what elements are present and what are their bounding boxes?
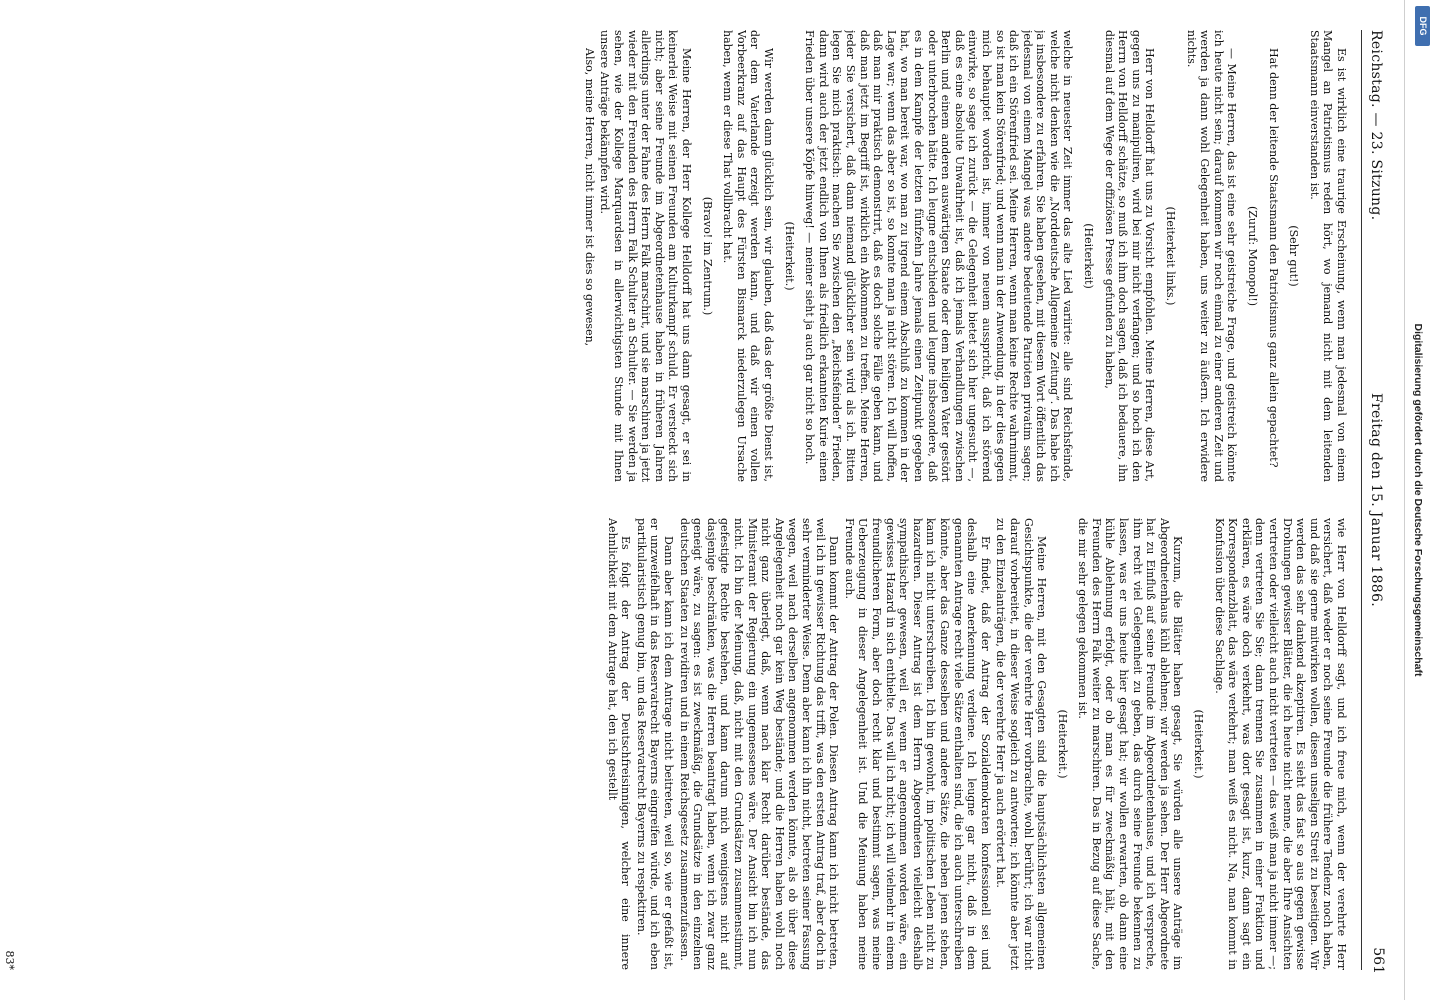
signature-mark: 83* (3, 950, 16, 970)
dfg-logo (1415, 6, 1430, 46)
speech-paragraph: — Meine Herren, das ist eine sehr geistreiche Frage, und geistreich könnte ich heute nicht sein; darauf kommen wir noch einmal zu einer anderen Zeit und werden ja dann wohl Gelegenheit haben, uns weiter zu äußern. Ich erwidere nichts. (1184, 30, 1239, 482)
speech-paragraph: Meine Herren, der Herr Kollege Helldorff hat uns dann gesagt, er sei in keinerlei Weise mit seinen Freunden am Kulturkampf schuld. Er versteckt sich nicht; aber seine Freunde im Abgeordnetenhause haben in früheren Jahren allerdings unter der Fahne des Herrn Falk marschirt, und sie marschiren ja jetzt wieder mit den Freunden des Herrn Falk Schulter an Schulter. — Sie werden ja sehen, wie der Kollege Marquardsen in allerwichtigsten Stunde mit Ihnen unsere Anträge bekämpfen wird. (598, 30, 694, 482)
speech-paragraph: Dann kommt der Antrag der Polen. Diesen Antrag kann ich nicht betreten, weil ich in gewisser Richtung das trifft, was den ersten Antrag traf, aber doch in sehr verminderter Weise. Denn aber kann ich ihn nicht, betreten seiner Fassung wegen, weil nach derselben angenommen werden könnte, als ob über diese Angelegenheit noch gar kein Weg bestände; und die Herren haben wohl noch nicht ganz überlegt, daß, wenn nach klar Recht darüber bestände, das Ministeramt der Regierung ein ungemessenes wäre. Der Ansicht bin ich nun nicht. Ich bin der Meinung, daß, nicht mit den Grundsätzen zusammenstimmt, gefestigte Rechte bestehen, und kann darum mich wenigstens nicht auf dasjenige beschränken, was die Herren beantragt haben, wenn ich zwar ganz geneigt wäre, zu sagen: es ist zweckmäßig, die Grundsätze in den einzelnen deutschen Staaten zu revidiren und in einem Reichsgesetz zusammenzufassen. (677, 518, 841, 970)
speech-paragraph: Dann aber kann ich dem Antrage nicht beitreten, weil so, wie er gefaßt ist, er unzweifelhaft in das Reservatrecht Bayerns eingreifen würde, und ich eben partikularistisch genug bin, um das Reservatrecht Bayerns zu respektiren. (634, 518, 676, 970)
running-head-date: Freitag den 15. Januar 1886. (1368, 393, 1384, 607)
speech-paragraph: Es ist wirklich eine traurige Erscheinung, wenn man jedesmal von einem Mangel an Patriotismus reden hört, wo jemand nicht mit dem leitenden Staatsmann einverstanden ist. (1307, 30, 1348, 482)
speech-paragraph: Also, meine Herren, nicht immer ist dies so gewesen, (582, 48, 596, 347)
speech-interjection: (Heiterkeit.) (1055, 709, 1069, 779)
text-column-left (18, 30, 1348, 482)
running-head-left: Reichstag. — 23. Sitzung. (1368, 30, 1384, 221)
dfg-logo-text: DFG (1418, 16, 1428, 36)
speech-paragraph: Hat denn der leitende Staatsmann den Patriotismus ganz allein gepachtet? (1266, 48, 1280, 468)
speech-interjection: (Heiterkeit.) (782, 221, 796, 291)
text-column-right (18, 518, 1348, 970)
speech-interjection: (Heiterkeit links.) (1164, 206, 1178, 306)
speech-paragraph: Herr von Helldorff hat uns zu Vorsicht empfohlen. Meine Herren, diese Art, gegen uns zu manipuliren, wird bei mir nicht verfangen; und so hoch ich den Herrn von Helldorff schätze, so muß ich ihm doch sagen, daß ich bedauere, ihn diesmal auf dem Wege der offiziösen Presse gefunden zu haben, (1102, 30, 1157, 482)
page-number: 561 (1370, 947, 1386, 974)
speech-paragraph: Wir werden dann glücklich sein, wir glauben, daß das der größte Dienst ist, der dem Vaterlande erzeigt werden kann, und daß wir einen vollen Vorbeerkranz auf das Haupt des Fürsten Bismarck niederzulegen Ursache haben, wenn er diese That vollbracht hat. (721, 30, 776, 482)
speech-interjection: (Zuruf: Monopol!) (1246, 205, 1260, 307)
speech-interjection: (Sehr gut!) (1287, 225, 1301, 287)
speech-interjection: (Heiterkeit) (1082, 223, 1096, 289)
speech-paragraph: Kurzum, die Blätter haben gesagt, Sie würden alle unsere Anträge im Abgeordnetenhaus kühl ablehnen; wir werden ja sehen. Der Herr Abgeordnete hat zu Einfluß auf seine Freunde im Abgeordnetenhause, und ich verspreche, ihm recht viel Gelegenheit zu geben, das durch seine Freunde bekennen zu lassen, was er uns heute hier gesagt hat; wir wollen erwarten, ob dann eine kühle Ablehnung erfolgt, oder ob man es für zweckmäßig hält, mit den Freunden des Herrn Falk weiter zu marschiren. Das in Bezug auf diese Sache, die mir sehr gelegen gekommen ist. (1076, 518, 1185, 970)
continued-paragraph: wie Herr von Helldorff sagt, und ich freue mich, wenn der verehrte Herr versichert, daß weder er noch seine Freunde die frühere Tendenz noch haben, und daß sie gerne mitwirken wollen, diesen unseligen Streit zu beseitigen. Wir werden das sehr dankend akzeptiren. Es sieht das fast so aus gegen gewisse Drohungen gewisser Blätter, die ich heute nicht nenne, die aber Ihre Ansichten vertreten oder vielleicht auch nicht vertreten — das weiß man ja nicht immer —; denn vertreten Sie Sie; dann trennen Sie zusammen in einer Fraktion und erklären, es wäre doch verkehrt, was dort gesagt ist, kurz, dann sagt ein Korrespondenzblatt, das wäre verkehrt; man weiß es nicht. Na, man kommt in Konfusion über diese Sachlage. (1212, 518, 1348, 970)
running-head (1356, 0, 1404, 1000)
speech-interjection: (Bravo! im Zentrum.) (700, 196, 714, 316)
speech-interjection: (Heiterkeit.) (1192, 709, 1206, 779)
continued-paragraph: welche in neuester Zeit immer das alte Lied variirte: alle sind Reichsfeinde, welche nicht denken wie die „Norddeutsche Allgemeine Zeitung“. Das habe ich ja insbesondere zu erfahren. Sie haben gesehen, mit diesem Wort öffentlich das jedesmal von einem Mangel was andere bedeutende Patrioten privatim sagen; daß ich ein Störenfried sei. Meine Herren, wenn man keine Rechte wahrnimmt, so ist man kein Störenfried; und wenn man in der Anwendung, in der dies gegen mich behauptet worden ist, immer von neuem ausspricht, daß ich störend einwirke, so sage ich zurück — die Gelegenheit bietet sich hier ungesucht —, daß es eine absolute Unwahrheit ist, daß ich jemals Verhandlungen zwischen Berlin und einem anderen auswärtigen Staate oder dem heiligen Vater gestört oder unterbrochen hätte. Ich leugne entschieden und leugne insbesondere, daß es in dem Kampfe der letzten fünfzehn Jahre jemals einen Zeitpunkt gegeben hat, wo man bereit war, wo man zu irgend einem Abschluß zu kommen in der Lage war; wenn das aber so ist, so konnte man ja nicht stören. Ich will hoffen, daß man mir praktisch demonstrirt, daß es doch solche Fälle geben kann, und daß man jetzt im Begriff ist, wirklich ein Abkommen zu treffen. Meine Herren, jeder Sie versichert, daß dann niemand glücklicher sein wird als ich. Bitten legen Sie mich praktisch: machen Sie zwischen den „Reichsfeinden“ Frieden, dann wird auch der jetzt endlich von Ihnen als friedlich erkannten Kurie einen Frieden über unsere Köpfe hinweg! — meiner sieht ja auch gar nicht so hoch. (803, 30, 1075, 482)
header-rule (1361, 30, 1362, 970)
dfg-caption: Digitalisierung gefördert durch die Deutsche Forschungsgemeinschaft (1412, 323, 1424, 677)
speech-paragraph: Er findet, daß der Antrag der Sozialdemokraten konfessionell sei und deshalb eine Anerkennung verdiene. Ich leugne gar nicht, daß in dem genannten Antrage recht viele Sätze enthalten sind, die ich auch unterschreiben könnte, aber das Ganze desselben und andere Sätze, die neben jenen stehen, kann ich nicht unterschreiben. Ich bin gewohnt, im politischen Leben nicht zu hazardiren. Dieser Antrag ist dem Herrn Abgeordneten vielleicht deshalb sympathischer gewesen, weil er, wenn er angenommen worden wäre, ein gewisses Hazard in sich enthielte. Das will ich nicht; ich will vielmehr in einem freundlicheren Form, aber doch recht klar und bestimmt sagen, was meine Ueberzeugung in dieser Angelegenheit ist. Und die Meinung haben meine Freunde auch. (842, 518, 992, 970)
speech-paragraph: Es folgt der Antrag der Deutschfreisinnigen, welcher eine innere Aehnlichkeit mit dem Antrage hat, den ich gestellt (605, 518, 633, 970)
speech-paragraph: Meine Herren, mit den Gesagten sind die hauptsächlichsten allgemeinen Gesichtspunkte, die der verehrte Herr vorbrachte, wohl berührt; ich war nicht darauf vorbereitet, in dieser Weise sogleich zu antworten; ich könnte aber jetzt zu den Einzelanträgen, die der verehrte Herr ja auch erörtert hat. (994, 518, 1049, 970)
